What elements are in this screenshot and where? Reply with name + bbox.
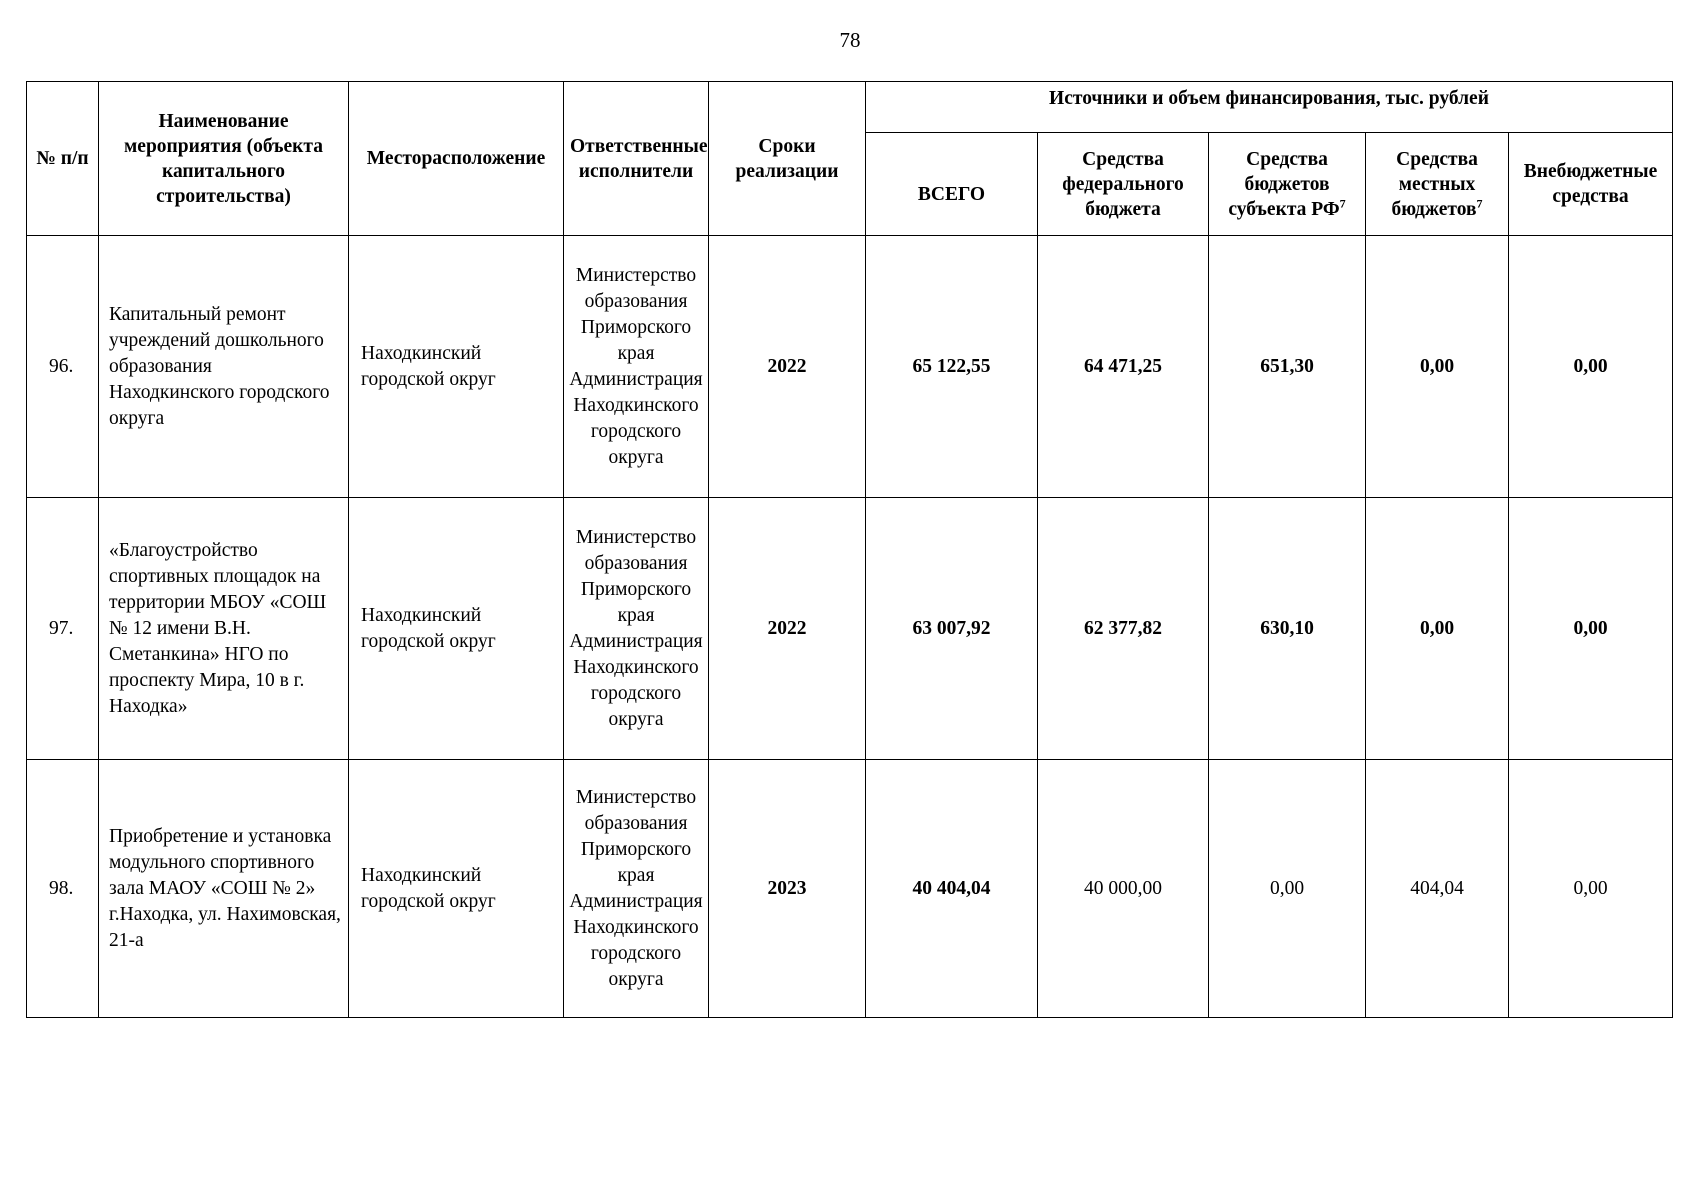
header-responsible: Ответственные исполнители [564,82,709,236]
row-location: Находкинский городской округ [349,498,564,760]
table-row [27,498,1673,760]
row-local: 0,00 [1366,498,1509,760]
header-name: Наименование мероприятия (объекта капитального строительства) [99,82,349,236]
row-name: Капитальный ремонт учреждений дошкольного образования Находкинского городского округа [99,236,349,498]
row-num: 98. [27,760,99,1018]
header-location: Месторасположение [349,82,564,236]
row-location: Находкинский городской округ [349,760,564,1018]
header-local [1366,133,1509,236]
row-regional: 630,10 [1209,498,1366,760]
row-location: Находкинский городской округ [349,236,564,498]
row-responsible: Министерство образования Приморского края Администрация Находкинского городского округа [564,236,709,498]
header-total: ВСЕГО [866,133,1038,236]
header-regional-label: Средства бюджетов субъекта РФ [1228,148,1340,220]
table-row [27,236,1673,498]
header-regional-footnote: 7 [1339,196,1346,210]
row-responsible: Министерство образования Приморского края Администрация Находкинского городского округа [564,498,709,760]
header-sources-group: Источники и объем финансирования, тыс. рублей [866,82,1673,133]
row-total: 63 007,92 [866,498,1038,760]
header-local-label: Средства местных бюджетов [1391,148,1478,220]
row-local: 0,00 [1366,236,1509,498]
row-extra: 0,00 [1509,760,1673,1018]
page-number: 78 [839,28,861,52]
row-federal: 40 000,00 [1038,760,1209,1018]
table-row [27,760,1673,1018]
row-num: 96. [27,236,99,498]
row-responsible: Министерство образования Приморского края Администрация Находкинского городского округа [564,760,709,1018]
row-federal: 64 471,25 [1038,236,1209,498]
row-year: 2022 [709,498,866,760]
row-total: 65 122,55 [866,236,1038,498]
header-federal: Средства федерального бюджета [1038,133,1209,236]
header-local-footnote: 7 [1476,196,1483,210]
row-year: 2022 [709,236,866,498]
header-extra: Внебюджетные средства [1509,133,1673,236]
row-year: 2023 [709,760,866,1018]
row-extra: 0,00 [1509,498,1673,760]
header-period: Сроки реализации [709,82,866,236]
row-regional: 0,00 [1209,760,1366,1018]
row-total: 40 404,04 [866,760,1038,1018]
header-num: № п/п [27,82,99,236]
row-num: 97. [27,498,99,760]
row-local: 404,04 [1366,760,1509,1018]
row-regional: 651,30 [1209,236,1366,498]
financing-table [26,81,1673,1018]
row-name: Приобретение и установка модульного спортивного зала МАОУ «СОШ № 2» г.Находка, ул. Нахимовская, 21-а [99,760,349,1018]
row-federal: 62 377,82 [1038,498,1209,760]
table-header [27,82,1673,236]
header-regional [1209,133,1366,236]
row-extra: 0,00 [1509,236,1673,498]
row-name: «Благоустройство спортивных площадок на территории МБОУ «СОШ № 12 имени В.Н. Сметанкина» НГО по проспекту Мира, 10 в г. Находка» [99,498,349,760]
